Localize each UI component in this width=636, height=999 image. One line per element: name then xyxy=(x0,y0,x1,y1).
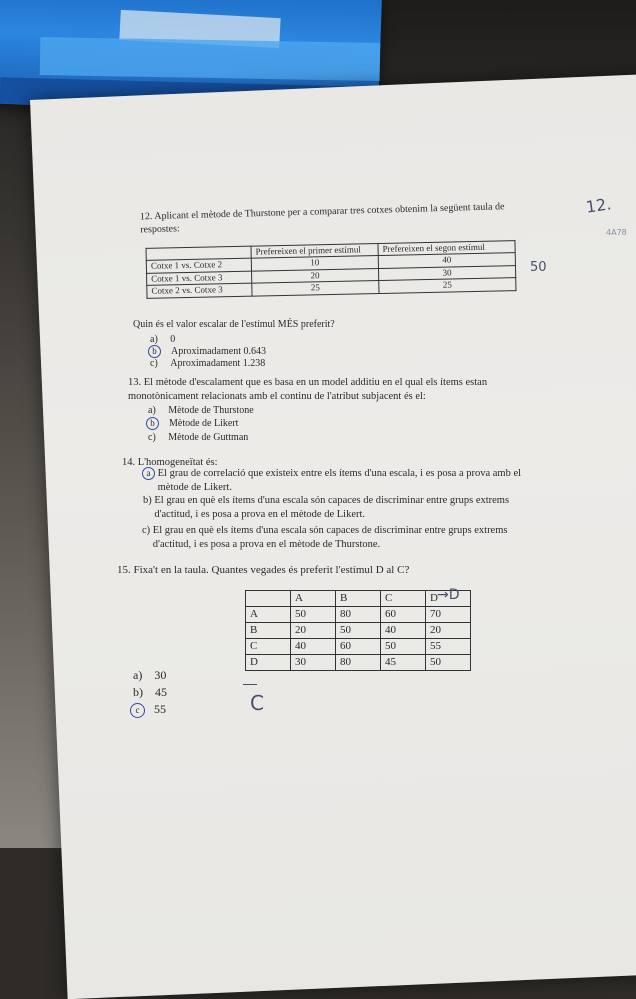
q13-title: 13. El mètode d'escalament que es basa en un model additiu en el qual els ítems estan monotònicament relacionats amb el continu de l'atribut subjacent és el: xyxy=(128,377,488,402)
option-letter: b) xyxy=(133,685,143,699)
q12-option-c xyxy=(150,357,265,370)
q12-question: Quin és el valor escalar de l'estímul MÉS preferit? xyxy=(133,319,335,330)
table-cell: C xyxy=(246,639,291,655)
option-text: Aproximadament 1.238 xyxy=(170,358,266,369)
table-row xyxy=(246,607,471,623)
answer-circle: b xyxy=(148,345,161,358)
table-cell: 20 xyxy=(291,623,336,639)
handwritten-number: 12. xyxy=(584,194,613,217)
table-cell: A xyxy=(246,607,291,623)
q14-option-b xyxy=(143,494,553,521)
table-cell: B xyxy=(246,623,291,639)
table-cell: 40 xyxy=(378,253,515,269)
table-cell: 30 xyxy=(378,265,515,281)
table-cell: 50 xyxy=(381,639,426,655)
option-letter: a) xyxy=(148,405,156,416)
option-text: Mètode de Guttman xyxy=(168,432,249,443)
table-cell: 80 xyxy=(336,607,381,623)
handwritten-answer-c: C xyxy=(250,691,264,715)
option-text: 55 xyxy=(154,702,166,716)
handwritten-50: 50 xyxy=(530,260,547,275)
table-cell: 60 xyxy=(336,639,381,655)
option-letter: c) xyxy=(142,525,151,536)
table-cell-circled: 55 xyxy=(426,639,471,655)
answer-circle: a xyxy=(142,467,155,480)
table-header: D xyxy=(426,591,471,607)
option-letter: c) xyxy=(150,358,158,369)
handwritten-note: 4A78 xyxy=(606,228,627,237)
q14-option-a xyxy=(142,467,552,494)
q12-table xyxy=(146,240,517,299)
table-row xyxy=(246,639,471,655)
option-text: Mètode de Thurstone xyxy=(168,405,254,416)
option-letter: b) xyxy=(143,495,152,506)
table-cell: 20 xyxy=(426,623,471,639)
option-text: 45 xyxy=(155,685,167,699)
option-letter: c) xyxy=(148,432,156,443)
table-header: A xyxy=(291,591,336,607)
q12-title: 12. Aplicant el mètode de Thurstone per a comparar tres cotxes obtenim la següent taula de respostes: xyxy=(139,201,505,236)
answer-circle: c xyxy=(130,703,145,718)
option-text: 0 xyxy=(170,334,176,345)
handwritten-mark xyxy=(243,670,257,685)
table-header: Prefereixen el segon estímul xyxy=(378,241,515,256)
q13-option-a xyxy=(148,404,254,417)
table-cell: 50 xyxy=(291,607,336,623)
table-header: Prefereixen el primer estímul xyxy=(251,244,378,259)
table-cell: 70 xyxy=(426,607,471,623)
table-cell: 25 xyxy=(252,281,379,296)
q15-option-a xyxy=(133,668,166,684)
q15-title: 15. Fixa't en la taula. Quantes vegades és preferit l'estímul D al C? xyxy=(117,564,410,576)
table-cell: Cotxe 2 vs. Cotxe 3 xyxy=(147,284,252,299)
option-text: El grau en què els ítems d'una escala són capaces de discriminar entre grups extrems d'actitud, i es posa a prova en el mètode de Likert. xyxy=(154,495,510,520)
table-cell: 30 xyxy=(291,655,336,671)
option-text: El grau en què els ítems d'una escala són capaces de discriminar entre grups extrems d'actitud, i es posa a prova en el mètode de Thurstone. xyxy=(152,525,508,550)
table-cell: 20 xyxy=(252,268,379,283)
option-text: 30 xyxy=(154,668,167,682)
option-letter: a) xyxy=(133,668,143,682)
answer-circle: b xyxy=(146,417,159,430)
table-header: C xyxy=(381,591,426,607)
table-cell: 50 xyxy=(336,623,381,639)
table-cell: 60 xyxy=(381,607,426,623)
option-text: Mètode de Likert xyxy=(169,418,239,429)
table-row xyxy=(246,623,471,639)
table-header: B xyxy=(336,591,381,607)
option-letter: a) xyxy=(150,334,158,345)
option-text: El grau de correlació que existeix entre els ítems d'una escala, i es posa a prova amb el mètode de Likert. xyxy=(157,468,522,493)
table-cell: 80 xyxy=(336,655,381,671)
table-row xyxy=(246,655,471,671)
table-cell: 40 xyxy=(291,639,336,655)
table-cell: Cotxe 1 vs. Cotxe 3 xyxy=(147,271,252,286)
table-cell xyxy=(246,591,291,607)
q15-option-b xyxy=(133,685,167,701)
table-cell: 40 xyxy=(381,623,426,639)
handwritten-arrow-d: →D xyxy=(437,587,460,603)
q14-option-c xyxy=(142,524,552,551)
table-cell: D xyxy=(246,655,291,671)
q15-option-c xyxy=(130,702,166,718)
table-cell: 25 xyxy=(379,278,516,294)
option-text: Aproximadament 0.643 xyxy=(171,346,266,357)
table-cell: 45 xyxy=(381,655,426,671)
table-cell: 10 xyxy=(251,256,378,271)
table-cell: 50 xyxy=(426,655,471,671)
q14-title: 14. L'homogeneïtat és: xyxy=(122,457,218,468)
q13-option-c xyxy=(148,431,248,444)
table-cell: Cotxe 1 vs. Cotxe 2 xyxy=(146,258,251,273)
q13-option-b xyxy=(146,417,238,430)
